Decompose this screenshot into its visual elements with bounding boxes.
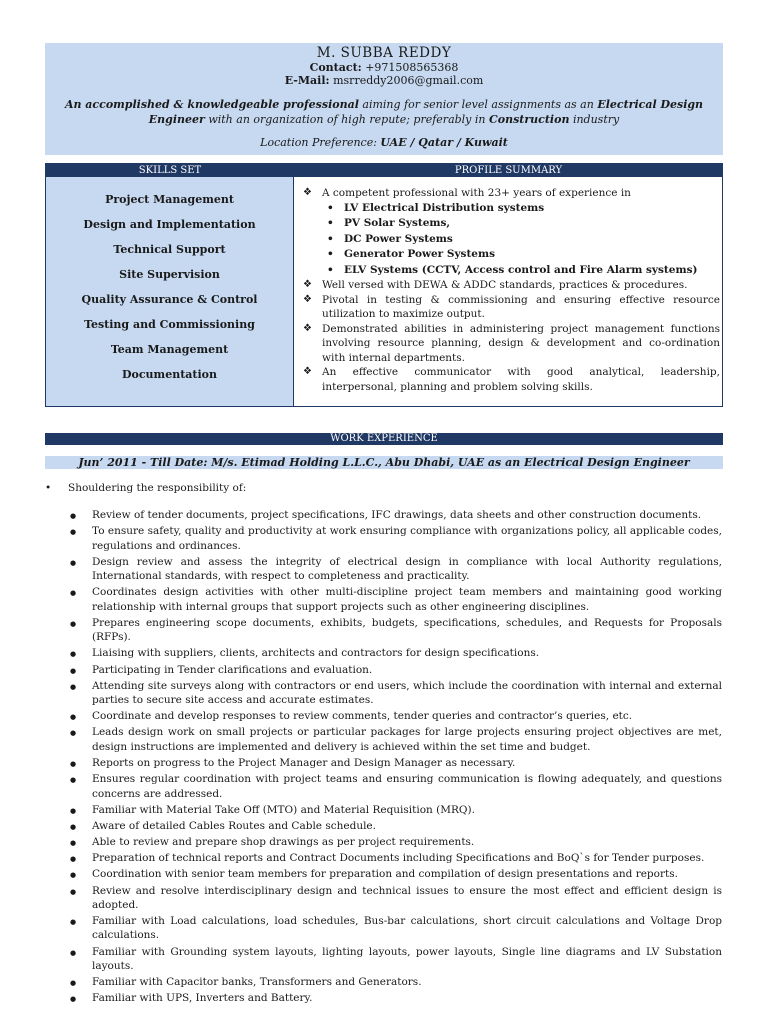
system-item — [323, 232, 720, 248]
bullet-icon: ● — [70, 713, 77, 722]
duty-item — [70, 884, 722, 913]
bullet-icon: ● — [70, 760, 77, 768]
profile-point — [303, 293, 720, 322]
diamond-bullet-icon: ❖ — [303, 366, 312, 377]
profile-intro: A competent professional with 23+ years of experience in — [322, 187, 631, 199]
responsibility-lead-text: Shouldering the responsibility of: — [68, 482, 247, 494]
duty-text: Aware of detailed Cables Routes and Cable schedule. — [92, 819, 376, 832]
skill-item: Site Supervision — [119, 268, 220, 281]
duty-text: Ensures regular coordination with project teams and ensuring communication is flowing adequately, and questions concerns are addressed. — [92, 773, 722, 800]
contact-phone: +971508565368 — [365, 61, 459, 74]
system-text: ELV Systems (CCTV, Access control and Fire Alarm systems) — [344, 263, 698, 276]
duty-text: Preparation of technical reports and Contract Documents including Specifications and BoQ`s for Tender purposes. — [92, 852, 705, 865]
objective-part: with an organization of high repute; preferably in — [204, 113, 489, 126]
bullet-icon: ● — [70, 776, 77, 785]
system-item — [323, 247, 720, 263]
skills-list — [46, 177, 293, 387]
duty-text: Review and resolve interdisciplinary design and technical issues to ensure the most effect and efficient design is adopted. — [92, 884, 722, 911]
duty-item — [70, 508, 722, 522]
system-text: PV Solar Systems, — [344, 217, 451, 229]
duty-text: To ensure safety, quality and productivity at work ensuring compliance with organizations policy, all applicable codes, regulations and ordinances. — [92, 525, 722, 552]
bullet-icon: • — [45, 482, 52, 494]
duty-item — [70, 991, 722, 1005]
duty-item — [70, 646, 722, 660]
location-value: UAE / Qatar / Kuwait — [380, 136, 508, 149]
duty-text: Able to review and prepare shop drawings as per project requirements. — [92, 836, 475, 849]
table-header — [46, 164, 722, 177]
bullet-icon: ● — [70, 855, 77, 864]
objective-part: industry — [569, 113, 620, 126]
bullet-icon: ● — [70, 589, 77, 598]
bullet-icon: • — [327, 248, 334, 260]
diamond-bullet-icon: ❖ — [303, 322, 312, 334]
duty-item — [70, 585, 722, 614]
duty-text: Familiar with Grounding system layouts, lighting layouts, power layouts, Single line diagrams and LV Substation layouts. — [92, 945, 722, 973]
profile-point-text: Well versed with DEWA & ADDC standards, practices & procedures. — [322, 279, 688, 291]
career-objective — [51, 97, 717, 127]
email-label: E-Mail: — [284, 74, 330, 87]
job-role-line: Jun’ 2011 - Till Date: M/s. Etimad Holding L.L.C., Abu Dhabi, UAE as an Electrical Design Engineer — [45, 456, 723, 469]
skill-item: Design and Implementation — [83, 218, 256, 231]
bullet-icon: • — [327, 201, 334, 214]
duty-item — [70, 803, 722, 817]
duties-list — [70, 508, 722, 1008]
duty-text: Familiar with Capacitor banks, Transformers and Generators. — [92, 976, 422, 989]
email-line — [45, 74, 723, 87]
bullet-icon: ● — [70, 979, 77, 988]
duty-item — [70, 616, 722, 645]
bullet-icon: ● — [70, 887, 77, 896]
resume-header — [45, 43, 723, 155]
duty-text: Coordination with senior team members for preparation and compilation of design presentations and reports. — [92, 868, 678, 881]
skill-item: Team Management — [110, 343, 229, 356]
bullet-icon: ● — [70, 839, 77, 848]
profile-list — [295, 177, 722, 394]
duty-item — [70, 835, 722, 849]
duty-item — [70, 756, 722, 770]
profile-point — [303, 322, 720, 366]
objective-part: Electrical Design Engineer — [148, 98, 704, 126]
duty-text: Coordinate and develop responses to review comments, tender queries and contractor’s queries, etc. — [92, 710, 633, 723]
skill-item: Testing and Commissioning — [84, 318, 255, 331]
duty-item — [70, 975, 722, 989]
bullet-icon: ● — [70, 729, 77, 738]
location-label: Location Preference: — [260, 136, 381, 149]
bullet-icon: ● — [70, 871, 77, 880]
system-text: Generator Power Systems — [344, 248, 496, 260]
profile-point-text: Pivotal in testing & commissioning and ensuring effective resource utilization to maximize output. — [322, 293, 720, 320]
bullet-icon: ● — [70, 806, 77, 815]
duty-item — [70, 914, 722, 943]
duty-text: Design review and assess the integrity of electrical design in compliance with local Authority regulations, International standards, with respect to completeness and practicality. — [92, 555, 722, 583]
bullet-icon: ● — [70, 948, 77, 957]
candidate-name: M. SUBBA REDDY — [316, 45, 452, 61]
duty-text: Leads design work on small projects or particular packages for large projects ensuring project objectives are met, design instructions are implemented and delivery is achieved within the set time and budget. — [92, 726, 722, 753]
system-item — [323, 216, 720, 232]
system-item — [323, 263, 720, 279]
diamond-bullet-icon: ❖ — [303, 293, 312, 305]
duty-item — [70, 679, 722, 708]
bullet-icon: ● — [70, 558, 77, 567]
profile-column — [295, 177, 722, 406]
skill-item: Documentation — [121, 368, 217, 381]
skills-heading: SKILLS SET — [138, 165, 202, 176]
profile-heading: PROFILE SUMMARY — [454, 165, 563, 176]
duty-text: Liaising with suppliers, clients, architects and contractors for design specifications. — [92, 647, 540, 660]
duty-text: Coordinates design activities with other multi-discipline project team members and maintaining good working relationship with internal groups that support projects such as other engineering disciplines. — [92, 586, 722, 613]
skill-item: Technical Support — [113, 243, 226, 256]
duty-text: Familiar with UPS, Inverters and Battery. — [92, 992, 313, 1005]
duty-text: Familiar with Load calculations, load schedules, Bus-bar calculations, short circuit calculations and Voltage Drop calculations. — [92, 915, 722, 942]
bullet-icon: ● — [70, 995, 77, 1004]
profile-point-text: An effective communicator with good analytical, leadership, interpersonal, planning and problem solving skills. — [322, 366, 720, 393]
duty-item — [70, 709, 722, 723]
bullet-icon: ● — [70, 822, 77, 831]
bullet-icon: • — [327, 263, 334, 276]
work-experience-heading: WORK EXPERIENCE — [45, 433, 723, 445]
system-text: LV Electrical Distribution systems — [344, 201, 545, 214]
duty-item — [70, 945, 722, 974]
diamond-bullet-icon: ❖ — [303, 187, 312, 198]
duty-text: Prepares engineering scope documents, exhibits, budgets, specifications, schedules, and Requests for Proposals (RFPs). — [92, 616, 722, 644]
bullet-icon: ● — [70, 918, 77, 927]
diamond-bullet-icon: ❖ — [303, 279, 312, 290]
duty-item — [70, 725, 722, 754]
skills-profile-table — [45, 163, 723, 407]
duty-item — [70, 772, 722, 801]
duty-text: Reports on progress to the Project Manager and Design Manager as necessary. — [92, 757, 516, 769]
objective-part: Construction — [489, 113, 570, 126]
location-preference — [45, 136, 723, 149]
skills-column — [46, 177, 294, 406]
system-text: DC Power Systems — [344, 232, 453, 245]
email-address: msrreddy2006@gmail.com — [333, 74, 484, 87]
bullet-icon: • — [327, 232, 334, 245]
bullet-icon: • — [327, 217, 334, 229]
profile-point — [303, 365, 720, 394]
objective-part: aiming for senior level assignments as an — [358, 98, 598, 111]
duty-item — [70, 851, 722, 865]
contact-label: Contact: — [309, 61, 362, 74]
duty-item — [70, 663, 722, 677]
duty-text: Review of tender documents, project specifications, IFC drawings, data sheets and other construction documents. — [92, 509, 702, 521]
duty-item — [70, 555, 722, 584]
duty-text: Familiar with Material Take Off (MTO) and Material Requisition (MRQ). — [92, 803, 475, 816]
duty-item — [70, 524, 722, 553]
contact-line — [45, 61, 723, 74]
skill-item: Project Management — [105, 193, 234, 206]
profile-point — [303, 278, 720, 293]
duty-text: Attending site surveys along with contractors or end users, which include the coordination with internal and external parties to secure site access and accurate estimates. — [92, 679, 722, 707]
bullet-icon: ● — [70, 682, 77, 691]
system-item — [323, 201, 720, 217]
bullet-icon: ● — [70, 666, 77, 675]
duty-text: Participating in Tender clarifications and evaluation. — [92, 663, 373, 676]
bullet-icon: ● — [70, 650, 77, 659]
bullet-icon: ● — [70, 619, 77, 628]
profile-point-text: Demonstrated abilities in administering project management functions involving resource planning, design & development and co-ordination with internal departments. — [322, 322, 720, 364]
duty-item — [70, 819, 722, 833]
duty-item — [70, 867, 722, 881]
objective-part: An accomplished & knowledgeable professional — [64, 98, 359, 111]
bullet-icon: ● — [70, 528, 77, 537]
systems-list — [322, 201, 720, 279]
profile-point — [303, 186, 720, 278]
bullet-icon: ● — [70, 512, 77, 520]
skill-item: Quality Assurance & Control — [81, 293, 258, 306]
